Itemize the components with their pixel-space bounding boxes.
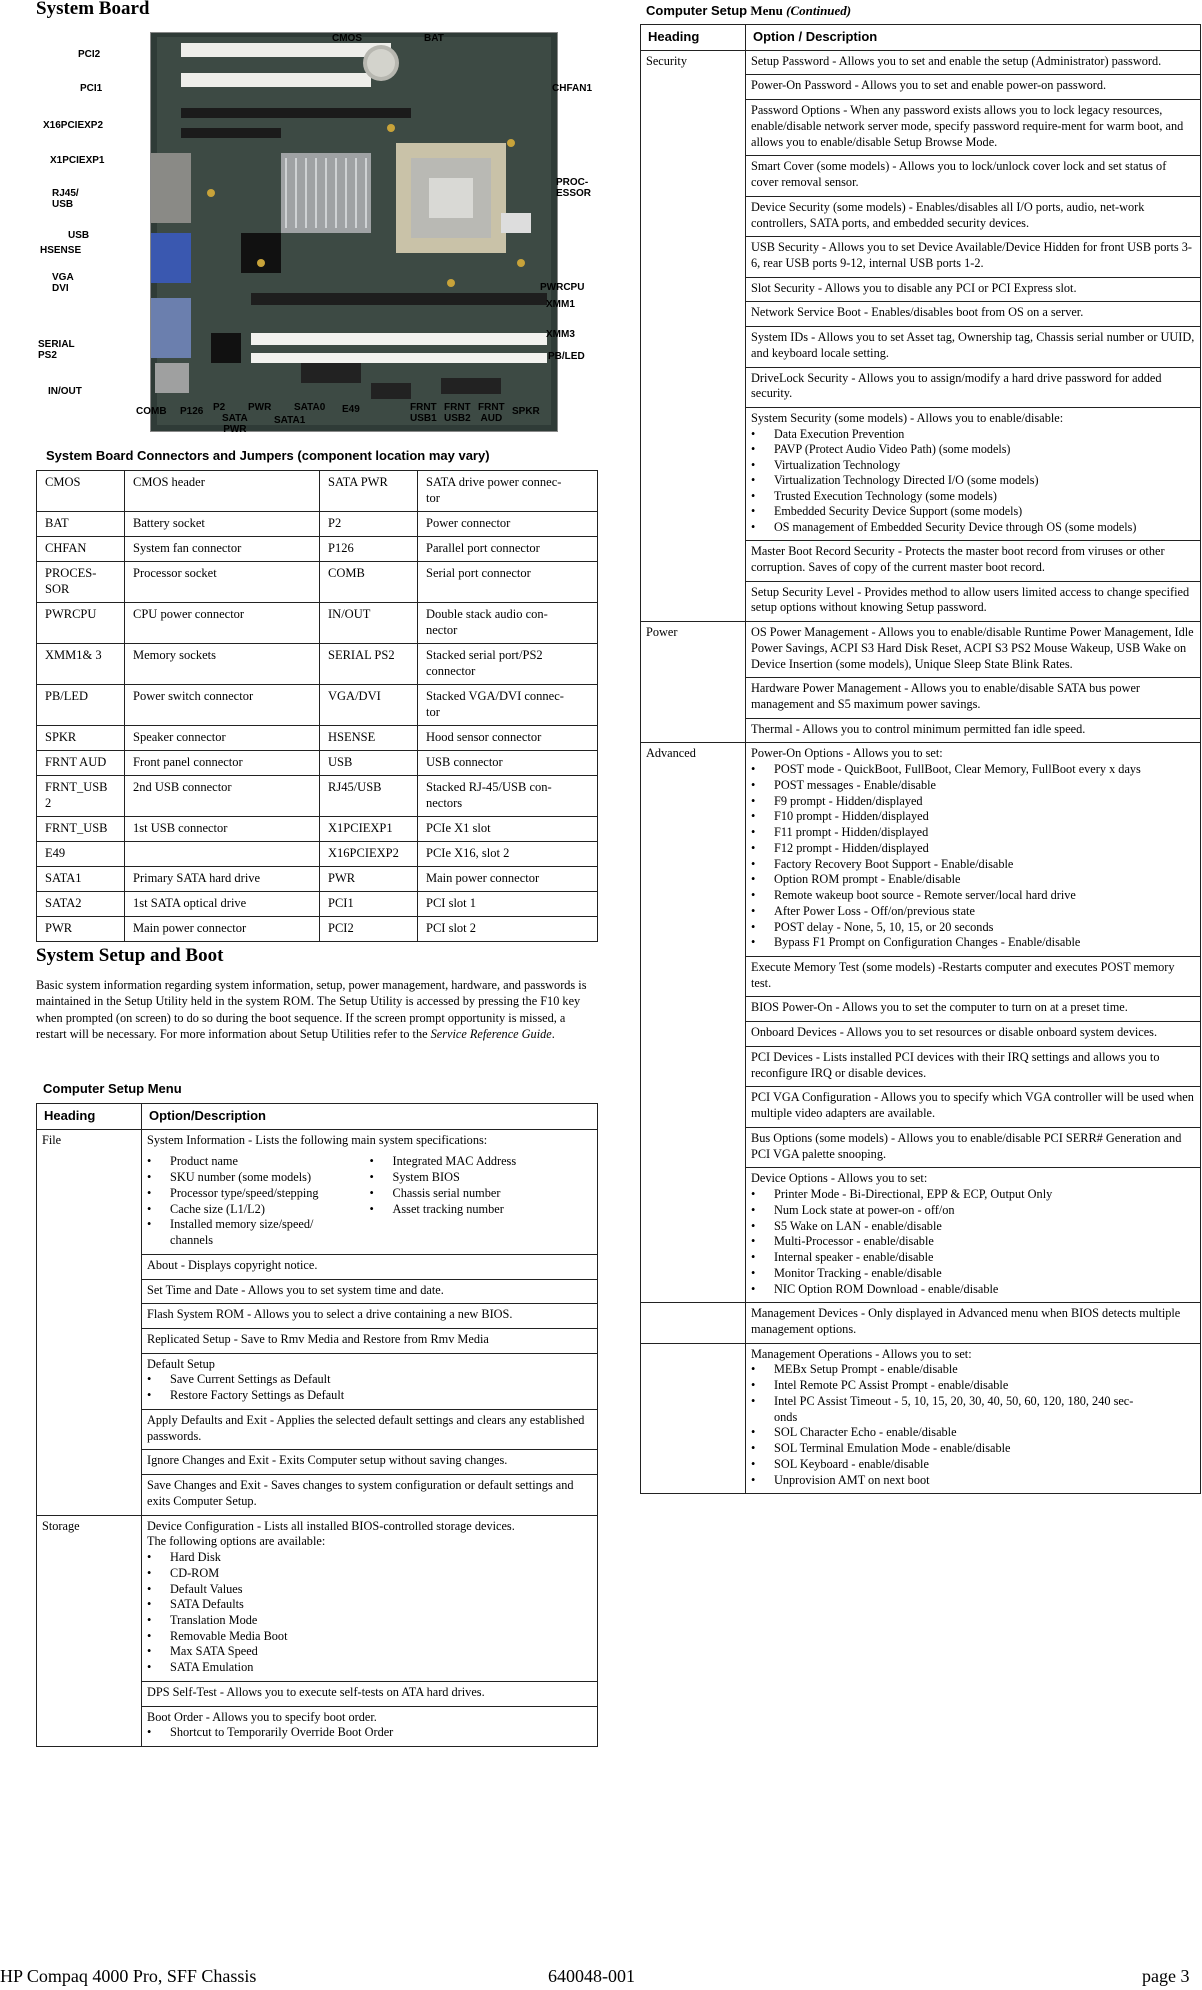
connector-row [37, 537, 598, 562]
connector-code: PCI1 [320, 892, 418, 917]
list-item: • Processor type/speed/stepping [147, 1186, 370, 1202]
list-item: • Trusted Execution Technology (some models) [751, 489, 1195, 504]
connector-row [37, 603, 598, 644]
connector-code: SPKR [37, 726, 125, 751]
list-item: • Product name [147, 1154, 370, 1170]
label-pb-led: PB/LED [548, 351, 585, 362]
label-x1pciexp1: X1PCIEXP1 [50, 155, 105, 166]
ignore-changes-cell: Ignore Changes and Exit - Exits Computer setup without saving changes. [142, 1450, 598, 1475]
advanced-heading: Advanced [641, 743, 746, 1303]
label-xmm3: XMM3 [546, 329, 575, 340]
list-item: • Shortcut to Temporarily Override Boot Order [147, 1725, 592, 1741]
connector-description: SATA drive power connec- tor [418, 471, 598, 512]
connector-code: SATA2 [37, 892, 125, 917]
label-pci2: PCI2 [78, 49, 101, 60]
connector-code: FRNT_USB 2 [37, 776, 125, 817]
security-cell: USB Security - Allows you to set Device Available/Device Hidden for front USB ports 3-6, rear USB ports 9-12, internal USB ports 1-2. [746, 237, 1201, 277]
list-item: • S5 Wake on LAN - enable/disable [751, 1219, 1195, 1235]
connector-code: XMM1& 3 [37, 644, 125, 685]
connector-code: SERIAL PS2 [320, 644, 418, 685]
list-item: • Remote wakeup boot source - Remote server/local hard drive [751, 888, 1195, 904]
list-item: • Internal speaker - enable/disable [751, 1250, 1195, 1266]
connector-description: Main power connector [125, 917, 320, 942]
list-item: • Restore Factory Settings as Default [147, 1388, 592, 1404]
connector-description [125, 842, 320, 867]
list-item: • Chassis serial number [370, 1186, 593, 1202]
label-sata0: SATA0 [294, 402, 326, 413]
connector-row [37, 471, 598, 512]
label-x16pciexp2: X16PCIEXP2 [43, 120, 104, 131]
device-configuration-cell: Device Configuration - Lists all installed BIOS-controlled storage devices. The following options are available: • Hard Disk • CD-ROM • Default Values • SATA Defaults • Translation Mode • Removable Media Boot • Max SATA Speed • SATA Emulation [142, 1515, 598, 1681]
power-on-options-cell: Power-On Options - Allows you to set: • POST mode - QuickBoot, FullBoot, Clear Memory, FullBoot every x days • POST messages - Enable/disable • F9 prompt - Hidden/displayed • F10 prompt - Hidden/displayed • F11 prompt - Hidden/displayed • F12 prompt - Hidden/displayed • Factory Recovery Boot Support - Enable/disable • Option ROM prompt - Enable/disable • Remote wakeup boot source - Remote server/local hard drive • After Power Loss - Off/on/previous state • POST delay - None, 5, 10, 15, or 20 seconds • Bypass F1 Prompt on Configuration Changes - Enable/disable [746, 743, 1201, 957]
connector-description: 1st USB connector [125, 817, 320, 842]
list-item: • POST messages - Enable/disable [751, 778, 1195, 794]
connector-code: HSENSE [320, 726, 418, 751]
system-security-cell: System Security (some models) - Allows you to enable/disable: • Data Execution Prevention • PAVP (Protect Audio Video Path) (some models) • Virtualization Technology • Virtualization Technology Directed I/O (some models) • Trusted Execution Technology (some models) • Embedded Security Device Support (some models) • OS management of Embedded Security Device through OS (some models) [746, 408, 1201, 541]
boot-order-cell: Boot Order - Allows you to specify boot order. • Shortcut to Temporarily Override Boot Order [142, 1706, 598, 1746]
list-item: • Monitor Tracking - enable/disable [751, 1266, 1195, 1282]
label-vga-dvi: VGA DVI [52, 272, 74, 294]
connector-row [37, 644, 598, 685]
label-usb: USB [68, 230, 90, 241]
list-item: • NIC Option ROM Download - enable/disable [751, 1282, 1195, 1298]
list-item: • SOL Character Echo - enable/disable [751, 1425, 1195, 1441]
connector-description: Main power connector [418, 867, 598, 892]
label-spkr: SPKR [512, 406, 540, 417]
security-heading: Security [641, 50, 746, 621]
connectors-caption: System Board Connectors and Jumpers (component location may vary) [46, 448, 490, 463]
list-item: • Multi-Processor - enable/disable [751, 1234, 1195, 1250]
list-item: • Default Values [147, 1582, 592, 1598]
menu2-option-col: Option / Description [746, 25, 1201, 51]
connector-row [37, 842, 598, 867]
advanced-cell: PCI VGA Configuration - Allows you to specify which VGA controller will be used when multiple video adapters are available. [746, 1087, 1201, 1127]
board-title: System Board [36, 0, 150, 19]
menu1-option-col: Option/Description [142, 1104, 598, 1130]
label-sata1: SATA1 [274, 415, 306, 426]
empty-heading [641, 1303, 746, 1343]
security-cell: Smart Cover (some models) - Allows you to lock/unlock cover lock and set status of cover removal sensor. [746, 156, 1201, 196]
connector-code: PROCES- SOR [37, 562, 125, 603]
menu2-heading-col: Heading [641, 25, 746, 51]
label-serial-ps2: SERIAL PS2 [38, 339, 75, 361]
connector-code: CHFAN [37, 537, 125, 562]
list-item: • Cache size (L1/L2) [147, 1202, 370, 1218]
security-cell: Power-On Password - Allows you to set and enable power-on password. [746, 75, 1201, 100]
security-cell: DriveLock Security - Allows you to assign/modify a hard drive password for added security. [746, 367, 1201, 407]
connector-row [37, 892, 598, 917]
list-item: • SKU number (some models) [147, 1170, 370, 1186]
menu1-heading-col: Heading [37, 1104, 142, 1130]
list-item: • PAVP (Protect Audio Video Path) (some models) [751, 442, 1195, 457]
label-in-out: IN/OUT [48, 386, 82, 397]
security-cell: Setup Password - Allows you to set and enable the setup (Administrator) password. [746, 50, 1201, 75]
system-board-photo [150, 32, 558, 432]
list-item: • Virtualization Technology Directed I/O (some models) [751, 473, 1195, 488]
connector-code: X16PCIEXP2 [320, 842, 418, 867]
connector-row [37, 726, 598, 751]
advanced-cell: Onboard Devices - Allows you to set resources or disable onboard system devices. [746, 1022, 1201, 1047]
label-p126: P126 [180, 406, 204, 417]
connector-description: Hood sensor connector [418, 726, 598, 751]
list-item: • System BIOS [370, 1170, 593, 1186]
label-hsense: HSENSE [40, 245, 82, 256]
setup-menu-table [36, 1103, 598, 1747]
connector-code: PCI2 [320, 917, 418, 942]
connectors-table [36, 470, 598, 942]
label-xmm1: XMM1 [546, 299, 575, 310]
connector-code: FRNT AUD [37, 751, 125, 776]
connector-description: Stacked RJ-45/USB con- nectors [418, 776, 598, 817]
connector-code: P126 [320, 537, 418, 562]
list-item: • Num Lock state at power-on - off/on [751, 1203, 1195, 1219]
label-cmos: CMOS [332, 33, 362, 44]
list-item: • F9 prompt - Hidden/displayed [751, 794, 1195, 810]
advanced-cell: Bus Options (some models) - Allows you to enable/disable PCI SERR# Generation and PCI VGA palette snooping. [746, 1127, 1201, 1167]
list-item: • Hard Disk [147, 1550, 592, 1566]
connector-description: Memory sockets [125, 644, 320, 685]
list-item: • Factory Recovery Boot Support - Enable/disable [751, 857, 1195, 873]
connector-description: System fan connector [125, 537, 320, 562]
connector-description: PCI slot 2 [418, 917, 598, 942]
connector-code: PWR [37, 917, 125, 942]
connector-description: Speaker connector [125, 726, 320, 751]
list-item: • POST mode - QuickBoot, FullBoot, Clear Memory, FullBoot every x days [751, 762, 1195, 778]
connector-row [37, 685, 598, 726]
connector-row [37, 817, 598, 842]
file-heading: File [37, 1129, 142, 1515]
connector-description: Front panel connector [125, 751, 320, 776]
list-item: • POST delay - None, 5, 10, 15, or 20 seconds [751, 920, 1195, 936]
menu1-caption: Computer Setup Menu [43, 1081, 182, 1096]
connector-description: 1st SATA optical drive [125, 892, 320, 917]
flash-rom-cell: Flash System ROM - Allows you to select a drive containing a new BIOS. [142, 1304, 598, 1329]
list-item: • Save Current Settings as Default [147, 1372, 592, 1388]
connector-code: PWRCPU [37, 603, 125, 644]
connector-code: P2 [320, 512, 418, 537]
system-information-cell: System Information - Lists the following main system specifications: • Product name • SKU number (some models) • Processor type/speed/stepping • Cache size (L1/L2) • Installed memory size/speed/ channels • Integrated MAC Address • System BIOS • Chassis serial number • Asset tracking number [142, 1129, 598, 1254]
security-cell: Password Options - When any password exists allows you to lock legacy resources, enable/disable network server mode, specify password require-ment for warm boot, and allows you to enable/disable Setup Browse Mode. [746, 100, 1201, 156]
power-cell: Thermal - Allows you to control minimum permitted fan idle speed. [746, 718, 1201, 743]
menu2-caption: Computer Setup Menu (Continued) [646, 3, 852, 18]
security-cell: Master Boot Record Security - Protects the master boot record from viruses or other corruption. Saves of copy of the current master boot record. [746, 541, 1201, 581]
management-devices-cell: Management Devices - Only displayed in Advanced menu when BIOS detects multiple management options. [746, 1303, 1201, 1343]
power-cell: Hardware Power Management - Allows you to enable/disable SATA bus power management and S5 maximum power savings. [746, 678, 1201, 718]
list-item: • Asset tracking number [370, 1202, 593, 1218]
list-item: • After Power Loss - Off/on/previous state [751, 904, 1195, 920]
list-item: • F12 prompt - Hidden/displayed [751, 841, 1195, 857]
security-cell: System IDs - Allows you to set Asset tag, Ownership tag, Chassis serial number or UUID, and keyboard locale setting. [746, 327, 1201, 367]
label-comb: COMB [136, 406, 167, 417]
connector-description: Stacked VGA/DVI connec- tor [418, 685, 598, 726]
connector-description: Parallel port connector [418, 537, 598, 562]
setup-boot-title: System Setup and Boot [36, 945, 224, 966]
label-processor: PROC- ESSOR [556, 177, 592, 199]
system-board-illustration [151, 33, 557, 431]
power-heading: Power [641, 622, 746, 743]
list-item: • Data Execution Prevention [751, 427, 1195, 442]
connector-code: PB/LED [37, 685, 125, 726]
connector-code: BAT [37, 512, 125, 537]
connector-code: SATA1 [37, 867, 125, 892]
advanced-cell: Execute Memory Test (some models) -Restarts computer and executes POST memory test. [746, 957, 1201, 997]
list-item: • F11 prompt - Hidden/displayed [751, 825, 1195, 841]
connector-description: Serial port connector [418, 562, 598, 603]
list-item: • OS management of Embedded Security Device through OS (some models) [751, 520, 1195, 535]
list-item: • Embedded Security Device Support (some models) [751, 504, 1195, 519]
set-time-date-cell: Set Time and Date - Allows you to set system time and date. [142, 1279, 598, 1304]
connector-code: VGA/DVI [320, 685, 418, 726]
list-item: • SOL Keyboard - enable/disable [751, 1457, 1195, 1473]
connector-description: Double stack audio con- nector [418, 603, 598, 644]
connector-code: IN/OUT [320, 603, 418, 644]
label-p2: P2 [213, 402, 226, 413]
connector-code: PWR [320, 867, 418, 892]
power-cell: OS Power Management - Allows you to enable/disable Runtime Power Management, Idle Power Savings, ACPI S3 Hard Disk Reset, ACPI S3 PS2 Mouse Wakeup, USB Wake on Device Insertion (some models), Unique Sleep State Blink Rates. [746, 622, 1201, 678]
label-e49: E49 [342, 404, 360, 415]
list-item: • Intel PC Assist Timeout - 5, 10, 15, 20, 30, 40, 50, 60, 120, 180, 240 sec- onds [751, 1394, 1195, 1425]
security-cell: Setup Security Level - Provides method to allow users limited access to change specified setup options without knowing Setup password. [746, 581, 1201, 621]
setup-boot-paragraph: Basic system information regarding system information, setup, power management, hardware, and passwords is maintained in the Setup Utility held in the system ROM. The Setup Utility is accessed by pressing the F10 key when prompted (on screen) to do so during the boot sequence. If the screen prompt opportunity is missed, a restart will be necessary. For more information about Setup Utilities refer to the Service Reference Guide. [36, 978, 587, 1042]
connector-description: PCIe X16, slot 2 [418, 842, 598, 867]
connector-description: Stacked serial port/PS2 connector [418, 644, 598, 685]
connector-description: PCIe X1 slot [418, 817, 598, 842]
connector-description: 2nd USB connector [125, 776, 320, 817]
connector-description: USB connector [418, 751, 598, 776]
management-operations-cell: Management Operations - Allows you to set: • MEBx Setup Prompt - enable/disable • Intel Remote PC Assist Prompt - enable/disable • Intel PC Assist Timeout - 5, 10, 15, 20, 30, 40, 50, 60, 120, 180, 240 sec- onds • SOL Character Echo - enable/disable • SOL Terminal Emulation Mode - enable/disable • SOL Keyboard - enable/disable • Unprovision AMT on next boot [746, 1343, 1201, 1494]
list-item: • Unprovision AMT on next boot [751, 1473, 1195, 1489]
list-item: • Intel Remote PC Assist Prompt - enable/disable [751, 1378, 1195, 1394]
connector-row [37, 751, 598, 776]
storage-heading: Storage [37, 1515, 142, 1747]
apply-defaults-cell: Apply Defaults and Exit - Applies the selected default settings and clears any established passwords. [142, 1409, 598, 1449]
security-cell: Slot Security - Allows you to disable any PCI or PCI Express slot. [746, 277, 1201, 302]
connector-code: X1PCIEXP1 [320, 817, 418, 842]
connector-description: Primary SATA hard drive [125, 867, 320, 892]
label-pwr: PWR [248, 402, 272, 413]
label-frnt-aud: FRNT AUD [478, 402, 505, 424]
list-item: • SOL Terminal Emulation Mode - enable/disable [751, 1441, 1195, 1457]
security-cell: Network Service Boot - Enables/disables boot from OS on a server. [746, 302, 1201, 327]
label-frnt-usb2: FRNT USB2 [444, 402, 471, 424]
list-item: • Translation Mode [147, 1613, 592, 1629]
footer-right: page 3 [1142, 1966, 1190, 1986]
connector-description: CMOS header [125, 471, 320, 512]
connector-row [37, 562, 598, 603]
dps-self-test-cell: DPS Self-Test - Allows you to execute self-tests on ATA hard drives. [142, 1681, 598, 1706]
connector-code: RJ45/USB [320, 776, 418, 817]
connector-code: USB [320, 751, 418, 776]
list-item: • F10 prompt - Hidden/displayed [751, 809, 1195, 825]
footer-center: 640048-001 [548, 1966, 635, 1986]
label-chfan1: CHFAN1 [552, 83, 593, 94]
default-setup-cell: Default Setup • Save Current Settings as Default • Restore Factory Settings as Default [142, 1353, 598, 1409]
list-item: • Installed memory size/speed/ channels [147, 1217, 370, 1248]
connector-description: Power connector [418, 512, 598, 537]
list-item: • SATA Defaults [147, 1597, 592, 1613]
connector-code: SATA PWR [320, 471, 418, 512]
connector-code: CMOS [37, 471, 125, 512]
label-sata-pwr: SATA PWR [222, 413, 248, 435]
advanced-cell: PCI Devices - Lists installed PCI devices with their IRQ settings and allows you to reconfigure IRQ or disable devices. [746, 1046, 1201, 1086]
connector-row [37, 917, 598, 942]
list-item: • MEBx Setup Prompt - enable/disable [751, 1362, 1195, 1378]
connector-description: Power switch connector [125, 685, 320, 726]
list-item: • Max SATA Speed [147, 1644, 592, 1660]
list-item: • Removable Media Boot [147, 1629, 592, 1645]
list-item: • Option ROM prompt - Enable/disable [751, 872, 1195, 888]
connector-description: PCI slot 1 [418, 892, 598, 917]
list-item: • Bypass F1 Prompt on Configuration Changes - Enable/disable [751, 935, 1195, 951]
connector-code: E49 [37, 842, 125, 867]
list-item: • CD-ROM [147, 1566, 592, 1582]
list-item: • SATA Emulation [147, 1660, 592, 1676]
replicated-setup-cell: Replicated Setup - Save to Rmv Media and Restore from Rmv Media [142, 1328, 598, 1353]
connector-code: FRNT_USB [37, 817, 125, 842]
list-item: • Printer Mode - Bi-Directional, EPP & ECP, Output Only [751, 1187, 1195, 1203]
connector-code: COMB [320, 562, 418, 603]
list-item: • Integrated MAC Address [370, 1154, 593, 1170]
advanced-cell: BIOS Power-On - Allows you to set the computer to turn on at a preset time. [746, 997, 1201, 1022]
setup-menu-continued-table [640, 24, 1201, 1494]
security-cell: Device Security (some models) - Enables/disables all I/O ports, audio, net-work controllers, SATA ports, and embedded security devices. [746, 196, 1201, 236]
label-rj45-usb: RJ45/ USB [52, 188, 79, 210]
label-bat: BAT [424, 33, 444, 44]
connector-description: Processor socket [125, 562, 320, 603]
connector-row [37, 867, 598, 892]
connector-description: CPU power connector [125, 603, 320, 644]
connector-description: Battery socket [125, 512, 320, 537]
empty-heading [641, 1343, 746, 1494]
label-pwrcpu: PWRCPU [540, 282, 585, 293]
about-cell: About - Displays copyright notice. [142, 1254, 598, 1279]
footer-left: HP Compaq 4000 Pro, SFF Chassis [0, 1966, 257, 1986]
label-pci1: PCI1 [80, 83, 103, 94]
connector-row [37, 776, 598, 817]
device-options-cell: Device Options - Allows you to set: • Printer Mode - Bi-Directional, EPP & ECP, Output Only • Num Lock state at power-on - off/on • S5 Wake on LAN - enable/disable • Multi-Processor - enable/disable • Internal speaker - enable/disable • Monitor Tracking - enable/disable • NIC Option ROM Download - enable/disable [746, 1168, 1201, 1303]
list-item: • Virtualization Technology [751, 458, 1195, 473]
connector-row [37, 512, 598, 537]
label-frnt-usb1: FRNT USB1 [410, 402, 437, 424]
save-changes-cell: Save Changes and Exit - Saves changes to system configuration or default settings and exits Computer Setup. [142, 1475, 598, 1515]
